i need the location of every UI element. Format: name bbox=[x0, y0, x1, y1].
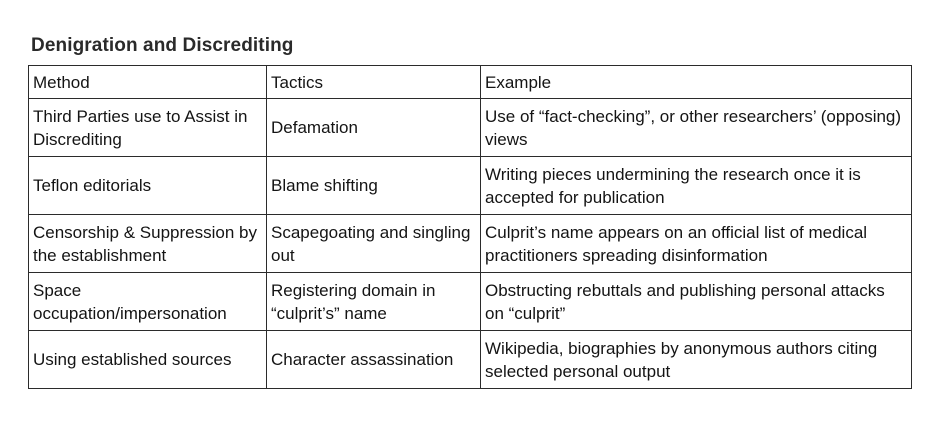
example-cell: Wikipedia, biographies by anonymous authors citing selected personal output bbox=[481, 331, 912, 389]
example-cell: Use of “fact-checking”, or other researchers’ (opposing) views bbox=[481, 99, 912, 157]
table-row bbox=[29, 99, 912, 157]
table-row bbox=[29, 215, 912, 273]
example-cell: Obstructing rebuttals and publishing personal attacks on “culprit” bbox=[481, 273, 912, 331]
table-title: Denigration and Discrediting bbox=[31, 35, 294, 56]
tactics-cell: Blame shifting bbox=[267, 157, 481, 215]
example-cell: Writing pieces undermining the research once it is accepted for publication bbox=[481, 157, 912, 215]
table-row bbox=[29, 157, 912, 215]
column-header-example: Example bbox=[481, 66, 912, 99]
method-cell: Third Parties use to Assist in Discrediting bbox=[29, 99, 267, 157]
column-header-method: Method bbox=[29, 66, 267, 99]
tactics-cell: Scapegoating and singling out bbox=[267, 215, 481, 273]
table-header-row bbox=[29, 66, 912, 99]
discrediting-table bbox=[28, 65, 912, 389]
method-cell: Using established sources bbox=[29, 331, 267, 389]
tactics-cell: Character assassination bbox=[267, 331, 481, 389]
method-cell: Space occupation/impersonation bbox=[29, 273, 267, 331]
column-header-tactics: Tactics bbox=[267, 66, 481, 99]
method-cell: Teflon editorials bbox=[29, 157, 267, 215]
table-row bbox=[29, 331, 912, 389]
method-cell: Censorship & Suppression by the establishment bbox=[29, 215, 267, 273]
table-row bbox=[29, 273, 912, 331]
example-cell: Culprit’s name appears on an official list of medical practitioners spreading disinformation bbox=[481, 215, 912, 273]
tactics-cell: Defamation bbox=[267, 99, 481, 157]
tactics-cell: Registering domain in “culprit’s” name bbox=[267, 273, 481, 331]
